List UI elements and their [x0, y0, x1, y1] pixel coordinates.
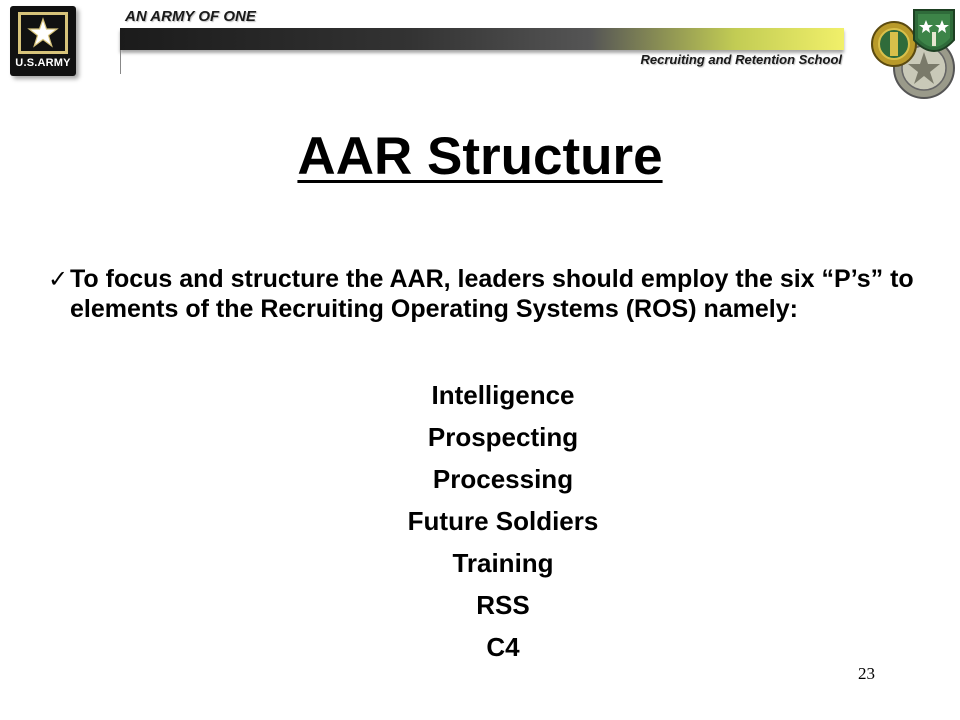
recruiting-command-insignia-icon	[866, 2, 958, 100]
tagline: AN ARMY OF ONE	[125, 8, 256, 25]
army-logo-text: U.S.ARMY	[15, 57, 71, 69]
checkmark-icon: ✓	[48, 265, 69, 293]
list-item: Future Soldiers	[407, 506, 599, 536]
header-bar	[120, 28, 844, 50]
list-item: Training	[452, 548, 554, 578]
list-item: Prospecting	[427, 422, 579, 452]
army-logo	[10, 6, 76, 76]
bullet-text: To focus and structure the AAR, leaders should employ the six “P’s” to elements of the Recruiting Operating Systems (ROS) namely:	[70, 265, 914, 323]
school-name: Recruiting and Retention School	[640, 52, 842, 67]
list-item: Intelligence	[431, 380, 575, 410]
page-number: 23	[858, 664, 875, 683]
list-item: RSS	[476, 590, 530, 620]
slide-title: AAR Structure	[297, 127, 663, 186]
ros-list	[0, 374, 960, 668]
army-star-icon	[18, 12, 68, 54]
header-divider	[120, 50, 121, 74]
list-item: C4	[486, 632, 520, 662]
list-item: Processing	[432, 464, 574, 494]
